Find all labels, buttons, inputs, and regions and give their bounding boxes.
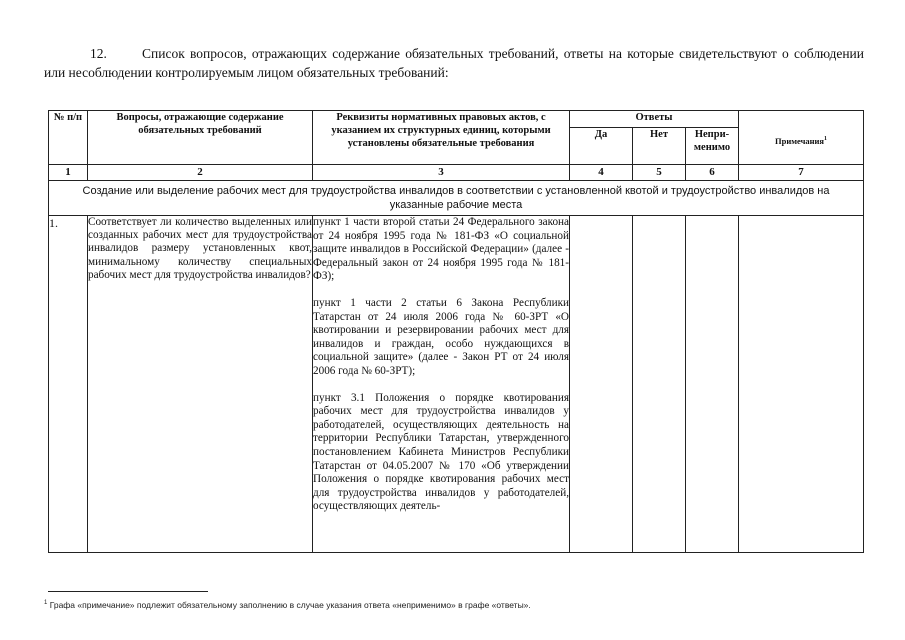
header-notes-footnote-ref: 1: [824, 136, 828, 142]
header-not-applicable: Непри-менимо: [686, 128, 739, 165]
header-no: Нет: [633, 128, 686, 165]
column-number: 5: [633, 165, 686, 181]
legal-act-item: пункт 1 части 2 статьи 6 Закона Республики Татарстан от 24 июля 2006 года № 60-ЗРТ «О квотировании и резервировании рабочих мест для инвалидов и граждан, особо нуждающихся в социальной защите» (далее - Закон РТ от 24 июля 2006 года № 60-ЗРТ);: [313, 296, 569, 377]
header-answers: Ответы: [570, 111, 739, 128]
answer-no-cell[interactable]: [633, 216, 686, 553]
answer-not-applicable-cell[interactable]: [686, 216, 739, 553]
column-number: 1: [49, 165, 88, 181]
header-notes: [739, 111, 864, 165]
section-title: Создание или выделение рабочих мест для трудоустройства инвалидов в соответствии с установленной квотой и трудоустройство инвалидов на указанные рабочие места: [49, 181, 864, 216]
header-row-top: [49, 111, 864, 128]
requirements-table: [48, 110, 864, 553]
column-number: 2: [88, 165, 313, 181]
notes-cell[interactable]: [739, 216, 864, 553]
table-row: [49, 216, 864, 553]
section-heading-text: Список вопросов, отражающих содержание обязательных требований, ответы на которые свидетельствуют о соблюдении или несоблюдении контролируемым лицом обязательных требований:: [44, 46, 864, 80]
footnote: [44, 600, 864, 610]
answer-yes-cell[interactable]: [570, 216, 633, 553]
header-acts: Реквизиты нормативных правовых актов, с указанием их структурных единиц, которыми установлены обязательные требования: [313, 111, 570, 165]
legal-act-item: пункт 1 части второй статьи 24 Федерального закона от 24 ноября 1995 года № 181-ФЗ «О социальной защите инвалидов в Российской Федерации» (далее - Федеральный закон от 24 ноября 1995 года № 181-ФЗ);: [313, 216, 569, 283]
header-yes: Да: [570, 128, 633, 165]
footnote-text: Графа «примечание» подлежит обязательному заполнению в случае указания ответа «неприменимо» в графе «ответы».: [49, 600, 531, 610]
footnote-marker: 1: [44, 600, 48, 607]
header-questions: Вопросы, отражающие содержание обязательных требований: [88, 111, 313, 165]
column-number: 4: [570, 165, 633, 181]
column-number-row: [49, 165, 864, 181]
section-number: 12.: [90, 46, 107, 61]
footnote-divider: [48, 591, 208, 592]
row-question: Соответствует ли количество выделенных или созданных рабочих мест для трудоустройства инвалидов размеру установленных квот, минимальному количеству специальных рабочих мест для трудоустройства инвалидов?: [88, 216, 313, 553]
column-number: 3: [313, 165, 570, 181]
column-number: 6: [686, 165, 739, 181]
header-notes-label: Примечания: [774, 135, 825, 146]
section-title-row: [49, 181, 864, 216]
column-number: 7: [739, 165, 864, 181]
header-num: № п/п: [49, 111, 88, 165]
legal-act-item: пункт 3.1 Положения о порядке квотирования рабочих мест для трудоустройства инвалидов у работодателей, осуществляющих деятельность на территории Республики Татарстан, утвержденного постановлением Кабинета Министров Республики Татарстан от 04.05.2007 № 170 «Об утверждении Положения о порядке квотирования рабочих мест для трудоустройства инвалидов у работодателей, осуществляющих деятель-: [313, 391, 569, 513]
section-heading: [44, 44, 864, 82]
row-number: 1.: [49, 216, 88, 553]
row-legal-acts: [313, 216, 570, 553]
